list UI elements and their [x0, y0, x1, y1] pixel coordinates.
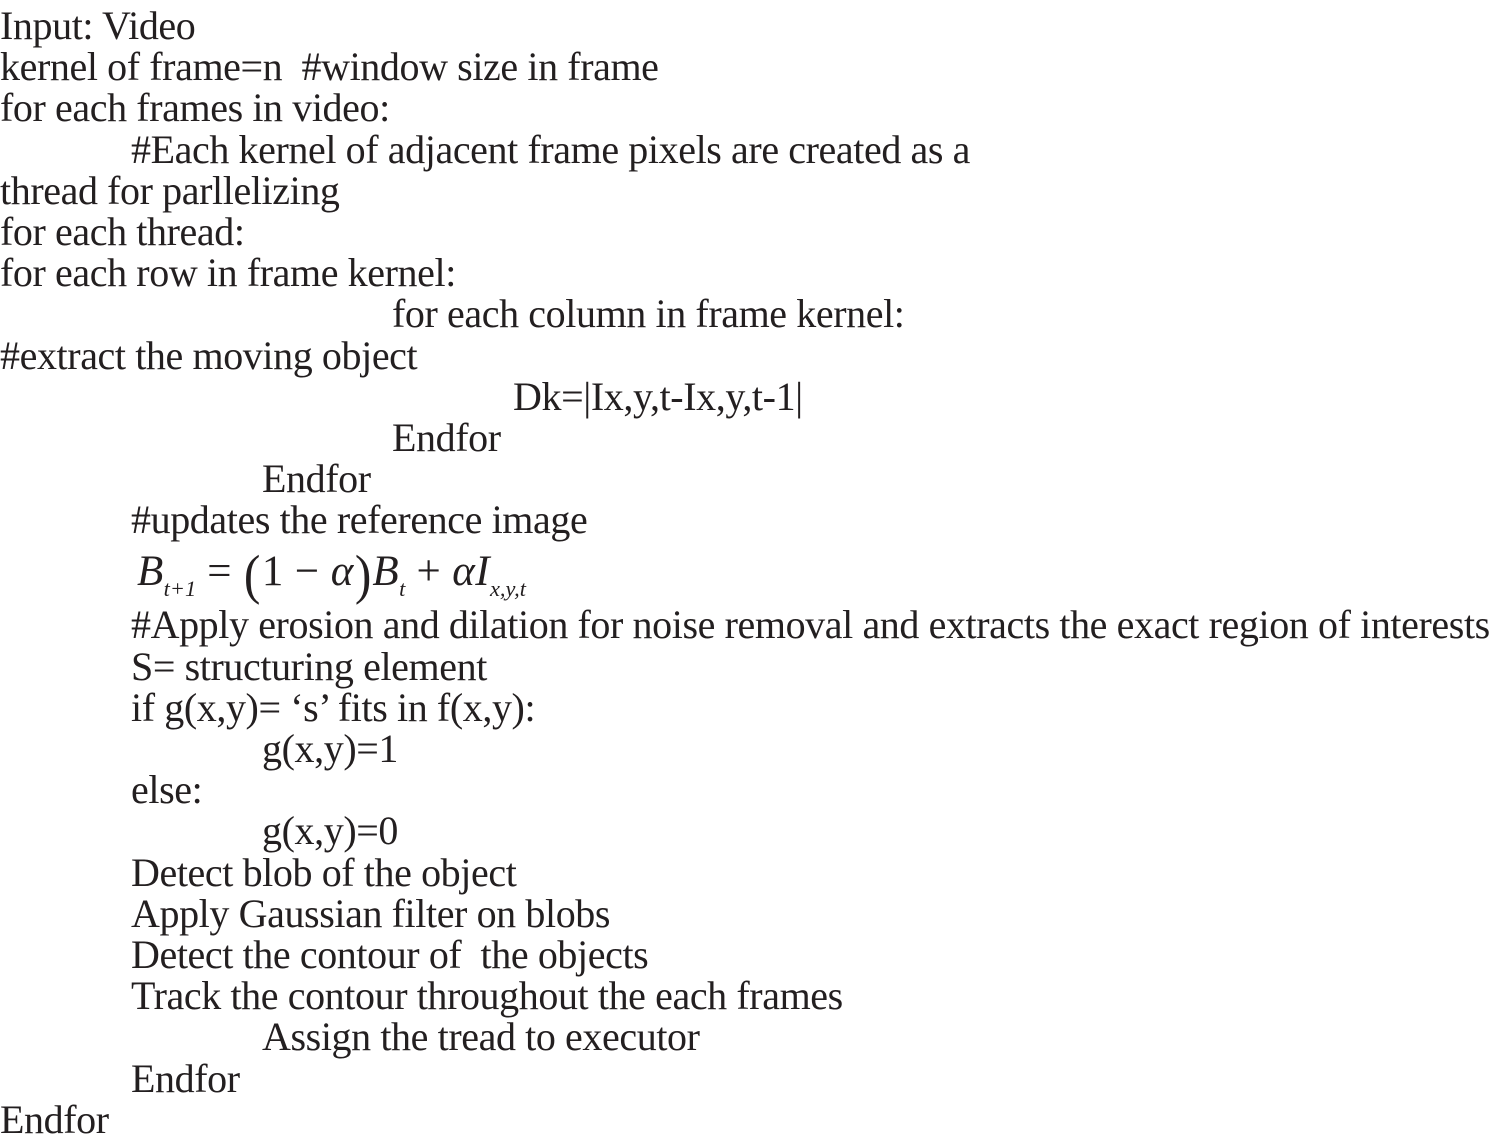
code-line: Detect blob of the object [131, 849, 517, 895]
code-line: #updates the reference image [131, 497, 588, 543]
code-line: Endfor [0, 1096, 109, 1142]
formula-part: αI [452, 548, 490, 596]
code-line: S= structuring element [131, 643, 487, 689]
code-line: thread for parllelizing [0, 167, 340, 213]
formula-part: t+1 [163, 576, 197, 602]
formula-part: B [372, 548, 400, 596]
code-line: Dk=|Ix,y,t-Ix,y,t-1| [513, 373, 803, 419]
formula-part: + [405, 548, 453, 596]
code-line: Assign the tread to executor [262, 1014, 700, 1060]
code-line: kernel of frame=n #window size in frame [0, 44, 659, 90]
code-line: Detect the contour of the objects [131, 931, 649, 977]
formula-part: x,y,t [489, 576, 526, 602]
code-line: for each row in frame kernel: [0, 250, 456, 296]
code-line: #Apply erosion and dilation for noise removal and extracts the exact region of interests [131, 602, 1490, 648]
code-line: for each column in frame kernel: [392, 291, 905, 337]
formula-part: B [137, 548, 164, 596]
formula-part: 1 [261, 548, 284, 596]
code-line: for each thread: [0, 208, 245, 254]
code-line: Input: Video [0, 3, 196, 48]
code-line: Apply Gaussian filter on blobs [131, 890, 611, 936]
formula-part: α [330, 548, 354, 596]
code-line: Track the contour throughout the each frames [131, 973, 843, 1019]
formula-part: = [196, 548, 244, 596]
background-update-formula: $B_{t+1} = (1 - \alpha)B_t + \alpha I_{x,y,t}$ [137, 544, 526, 606]
formula-part: t [399, 576, 406, 602]
code-line: g(x,y)=1 [262, 726, 398, 771]
code-line: g(x,y)=0 [262, 808, 398, 854]
code-line: for each frames in video: [0, 85, 390, 131]
code-line: Endfor [131, 1055, 240, 1101]
code-line: Endfor [262, 456, 371, 502]
code-line: if g(x,y)= ‘s’ fits in f(x,y): [131, 684, 536, 730]
code-line: else: [131, 767, 203, 813]
code-line: Endfor [392, 414, 501, 460]
formula-part: − [283, 548, 331, 596]
code-line: #Each kernel of adjacent frame pixels are created as a [131, 126, 971, 172]
code-line: #extract the moving object [0, 332, 418, 378]
